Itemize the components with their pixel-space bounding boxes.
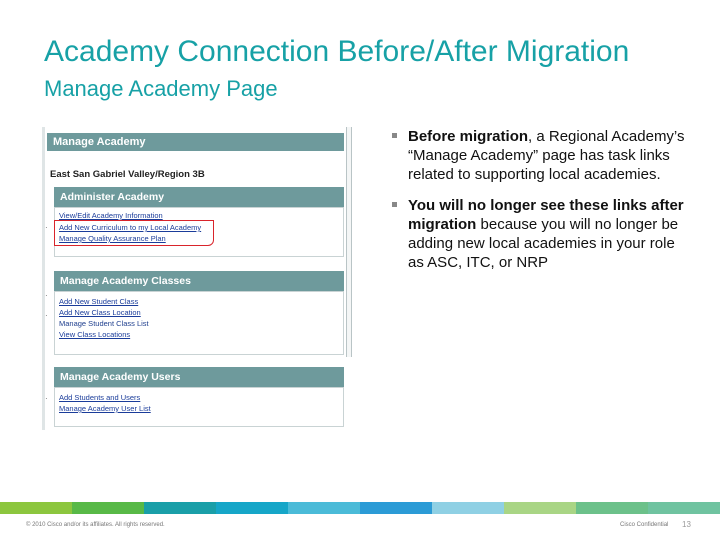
footer-copyright: © 2010 Cisco and/or its affiliates. All rights reserved. <box>26 522 165 528</box>
link-manage-class-list[interactable]: Manage Student Class List <box>59 319 149 328</box>
link-manage-quality-plan[interactable]: Manage Quality Assurance Plan <box>59 234 166 243</box>
bullet-square-icon <box>392 133 397 138</box>
row-marker: · <box>45 311 48 320</box>
manage-academy-header: Manage Academy <box>47 133 344 151</box>
row-marker: · <box>45 394 48 403</box>
bullet-item <box>392 196 692 272</box>
stripe <box>432 502 504 514</box>
bullet-text: , a Regional Academy’s “Manage Academy” page has task links related to supporting local academies. <box>408 128 685 183</box>
bullet-list <box>392 127 692 284</box>
bullet-text: because you will no longer be adding new local academies in your role as ASC, ITC, or NRP <box>408 216 679 271</box>
stripe <box>360 502 432 514</box>
bullet-square-icon <box>392 202 397 207</box>
stripe <box>576 502 648 514</box>
section-administer-academy: Administer Academy <box>54 187 344 207</box>
link-add-class-location[interactable]: Add New Class Location <box>59 308 141 317</box>
link-add-students-users[interactable]: Add Students and Users <box>59 393 141 402</box>
link-add-student-class[interactable]: Add New Student Class <box>59 297 139 306</box>
stripe <box>72 502 144 514</box>
bullet-bold-text: You will no longer see these links after migration <box>408 197 684 233</box>
link-manage-user-list[interactable]: Manage Academy User List <box>59 404 151 413</box>
highlight-box <box>54 220 214 246</box>
footer-confidential: Cisco Confidential <box>620 522 669 528</box>
footer-color-stripes <box>0 502 720 514</box>
manage-academy-screenshot <box>42 127 350 430</box>
bullet-item <box>392 127 692 184</box>
stripe <box>648 502 720 514</box>
stripe <box>144 502 216 514</box>
section-manage-classes: Manage Academy Classes <box>54 271 344 291</box>
row-marker: · <box>45 223 48 232</box>
bullet-bold-text: Before migration <box>408 128 529 145</box>
section-manage-users: Manage Academy Users <box>54 367 344 387</box>
screenshot-frame <box>42 127 45 430</box>
link-view-class-locations[interactable]: View Class Locations <box>59 330 131 339</box>
page-number: 13 <box>682 520 691 529</box>
screenshot-scrollbar <box>346 127 352 357</box>
region-name: East San Gabriel Valley/Region 3B <box>50 169 205 180</box>
stripe <box>216 502 288 514</box>
slide-subtitle: Manage Academy Page <box>44 76 278 101</box>
row-marker: · <box>45 291 48 300</box>
stripe <box>288 502 360 514</box>
stripe <box>0 502 72 514</box>
link-add-new-curriculum[interactable]: Add New Curriculum to my Local Academy <box>59 223 202 232</box>
stripe <box>504 502 576 514</box>
slide-title: Academy Connection Before/After Migration <box>44 35 630 68</box>
link-view-edit-academy[interactable]: View/Edit Academy Information <box>59 211 163 220</box>
